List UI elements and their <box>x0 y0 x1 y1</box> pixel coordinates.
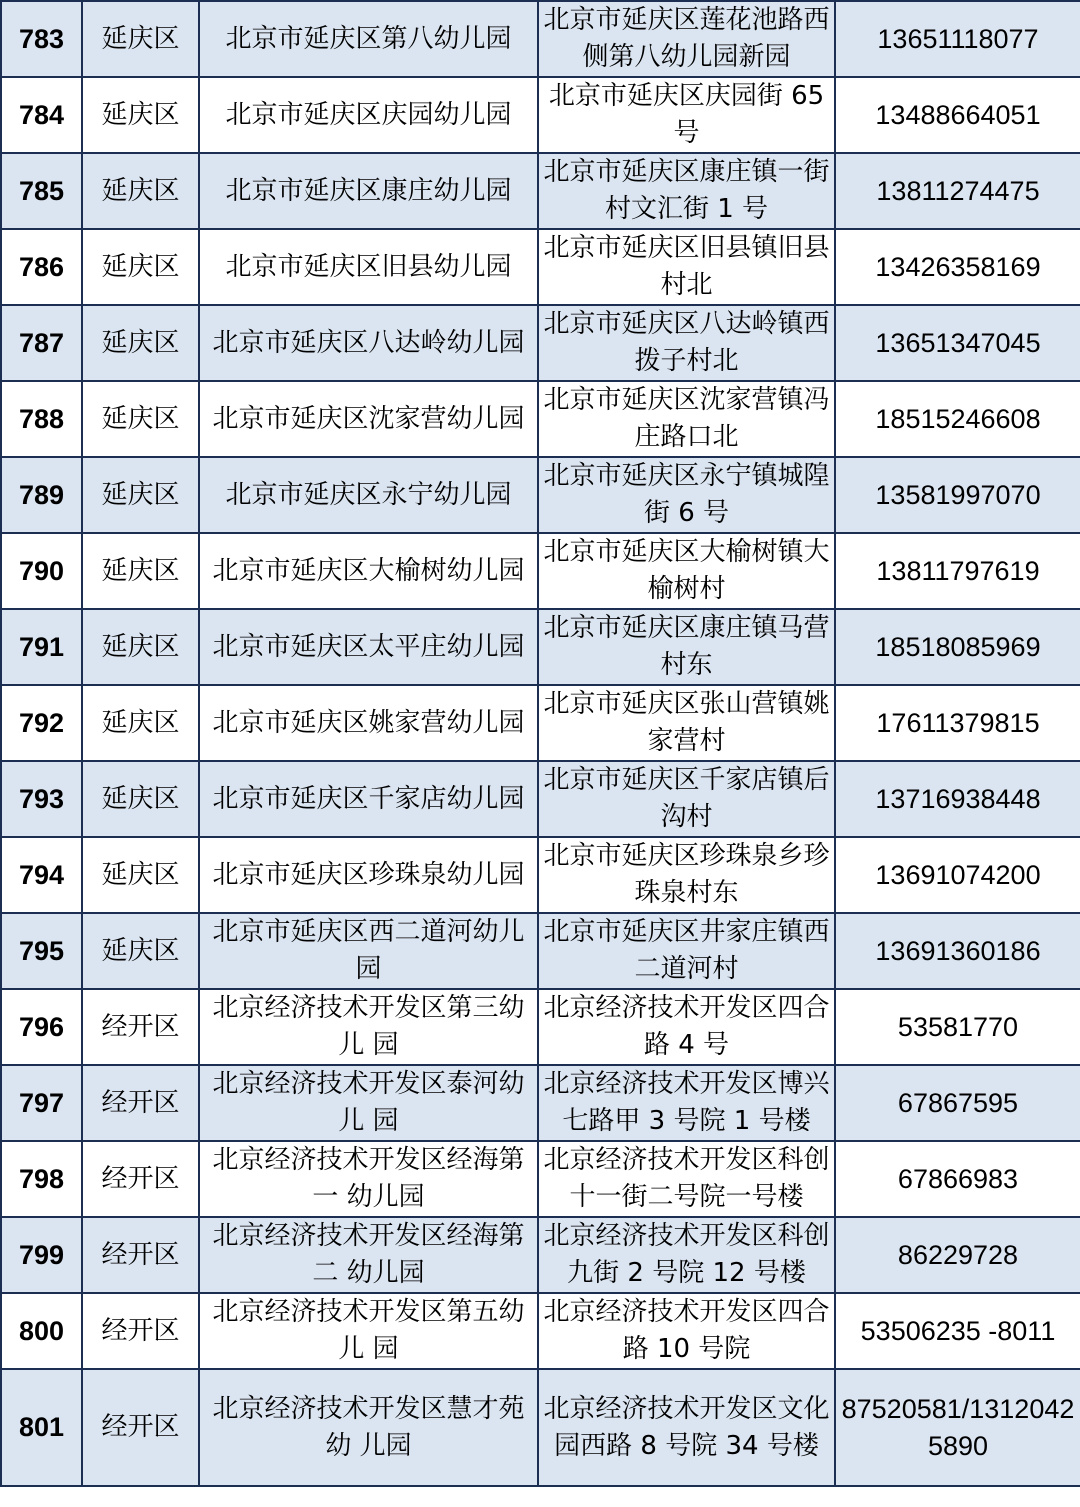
kindergarten-name-cell: 北京市延庆区八达岭幼儿园 <box>199 305 538 381</box>
row-number: 794 <box>1 837 82 913</box>
phone-cell: 86229728 <box>835 1217 1080 1293</box>
address-cell: 北京经济技术开发区四合路 4 号 <box>538 989 835 1065</box>
row-number: 792 <box>1 685 82 761</box>
phone-cell: 13581997070 <box>835 457 1080 533</box>
address-cell: 北京市延庆区井家庄镇西二道河村 <box>538 913 835 989</box>
phone-cell: 18515246608 <box>835 381 1080 457</box>
phone-cell: 18518085969 <box>835 609 1080 685</box>
table-row <box>1 1065 1080 1141</box>
district-cell: 延庆区 <box>82 837 199 913</box>
phone-cell: 13811274475 <box>835 153 1080 229</box>
row-number: 788 <box>1 381 82 457</box>
kindergarten-name-cell: 北京经济技术开发区经海第二 幼儿园 <box>199 1217 538 1293</box>
row-number: 797 <box>1 1065 82 1141</box>
district-cell: 延庆区 <box>82 381 199 457</box>
phone-cell: 13691360186 <box>835 913 1080 989</box>
address-cell: 北京市延庆区旧县镇旧县村北 <box>538 229 835 305</box>
address-cell: 北京市延庆区张山营镇姚家营村 <box>538 685 835 761</box>
phone-cell: 13811797619 <box>835 533 1080 609</box>
row-number: 784 <box>1 77 82 153</box>
table-body <box>1 1 1080 1486</box>
phone-cell: 53581770 <box>835 989 1080 1065</box>
district-cell: 延庆区 <box>82 305 199 381</box>
address-cell: 北京市延庆区八达岭镇西拨子村北 <box>538 305 835 381</box>
district-cell: 延庆区 <box>82 533 199 609</box>
district-cell: 延庆区 <box>82 685 199 761</box>
phone-cell: 13426358169 <box>835 229 1080 305</box>
row-number: 800 <box>1 1293 82 1369</box>
address-cell: 北京市延庆区莲花池路西侧第八幼儿园新园 <box>538 1 835 77</box>
table-row <box>1 913 1080 989</box>
district-cell: 经开区 <box>82 1065 199 1141</box>
kindergarten-name-cell: 北京市延庆区姚家营幼儿园 <box>199 685 538 761</box>
district-cell: 延庆区 <box>82 1 199 77</box>
phone-cell: 87520581/13120425890 <box>835 1369 1080 1486</box>
district-cell: 经开区 <box>82 1141 199 1217</box>
kindergarten-name-cell: 北京经济技术开发区慧才苑幼 儿园 <box>199 1369 538 1486</box>
row-number: 795 <box>1 913 82 989</box>
table-row <box>1 381 1080 457</box>
table-row <box>1 989 1080 1065</box>
row-number: 791 <box>1 609 82 685</box>
kindergarten-name-cell: 北京经济技术开发区泰河幼儿 园 <box>199 1065 538 1141</box>
table-row <box>1 305 1080 381</box>
kindergarten-name-cell: 北京市延庆区千家店幼儿园 <box>199 761 538 837</box>
district-cell: 延庆区 <box>82 913 199 989</box>
row-number: 785 <box>1 153 82 229</box>
kindergarten-name-cell: 北京市延庆区太平庄幼儿园 <box>199 609 538 685</box>
table-row <box>1 1217 1080 1293</box>
district-cell: 延庆区 <box>82 77 199 153</box>
row-number: 789 <box>1 457 82 533</box>
district-cell: 延庆区 <box>82 229 199 305</box>
row-number: 801 <box>1 1369 82 1486</box>
phone-cell: 67866983 <box>835 1141 1080 1217</box>
kindergarten-name-cell: 北京经济技术开发区第五幼儿 园 <box>199 1293 538 1369</box>
row-number: 796 <box>1 989 82 1065</box>
table-row <box>1 761 1080 837</box>
district-cell: 经开区 <box>82 1293 199 1369</box>
row-number: 787 <box>1 305 82 381</box>
kindergarten-name-cell: 北京市延庆区珍珠泉幼儿园 <box>199 837 538 913</box>
table-row <box>1 77 1080 153</box>
address-cell: 北京市延庆区沈家营镇冯庄路口北 <box>538 381 835 457</box>
kindergarten-name-cell: 北京经济技术开发区经海第一 幼儿园 <box>199 1141 538 1217</box>
address-cell: 北京市延庆区康庄镇一街村文汇街 1 号 <box>538 153 835 229</box>
kindergarten-name-cell: 北京市延庆区永宁幼儿园 <box>199 457 538 533</box>
phone-cell: 13488664051 <box>835 77 1080 153</box>
phone-cell: 13651118077 <box>835 1 1080 77</box>
district-cell: 延庆区 <box>82 761 199 837</box>
table-row <box>1 533 1080 609</box>
table-row <box>1 229 1080 305</box>
district-cell: 经开区 <box>82 1217 199 1293</box>
address-cell: 北京市延庆区康庄镇马营村东 <box>538 609 835 685</box>
row-number: 790 <box>1 533 82 609</box>
kindergarten-name-cell: 北京市延庆区沈家营幼儿园 <box>199 381 538 457</box>
phone-cell: 13716938448 <box>835 761 1080 837</box>
address-cell: 北京市延庆区庆园街 65 号 <box>538 77 835 153</box>
kindergarten-name-cell: 北京市延庆区第八幼儿园 <box>199 1 538 77</box>
table-row <box>1 457 1080 533</box>
table-row <box>1 1 1080 77</box>
table-row <box>1 609 1080 685</box>
address-cell: 北京市延庆区珍珠泉乡珍珠泉村东 <box>538 837 835 913</box>
kindergarten-name-cell: 北京市延庆区康庄幼儿园 <box>199 153 538 229</box>
table-row <box>1 1141 1080 1217</box>
district-cell: 延庆区 <box>82 153 199 229</box>
kindergarten-name-cell: 北京市延庆区西二道河幼儿园 <box>199 913 538 989</box>
phone-cell: 53506235 -8011 <box>835 1293 1080 1369</box>
kindergarten-name-cell: 北京经济技术开发区第三幼儿 园 <box>199 989 538 1065</box>
address-cell: 北京经济技术开发区四合路 10 号院 <box>538 1293 835 1369</box>
district-cell: 延庆区 <box>82 457 199 533</box>
kindergarten-name-cell: 北京市延庆区庆园幼儿园 <box>199 77 538 153</box>
phone-cell: 13651347045 <box>835 305 1080 381</box>
row-number: 798 <box>1 1141 82 1217</box>
phone-cell: 17611379815 <box>835 685 1080 761</box>
row-number: 783 <box>1 1 82 77</box>
address-cell: 北京经济技术开发区科创十一街二号院一号楼 <box>538 1141 835 1217</box>
row-number: 793 <box>1 761 82 837</box>
row-number: 799 <box>1 1217 82 1293</box>
district-cell: 经开区 <box>82 989 199 1065</box>
district-cell: 延庆区 <box>82 609 199 685</box>
address-cell: 北京市延庆区大榆树镇大榆树村 <box>538 533 835 609</box>
phone-cell: 13691074200 <box>835 837 1080 913</box>
address-cell: 北京经济技术开发区科创九街 2 号院 12 号楼 <box>538 1217 835 1293</box>
table-row <box>1 685 1080 761</box>
kindergarten-name-cell: 北京市延庆区旧县幼儿园 <box>199 229 538 305</box>
table-row <box>1 1293 1080 1369</box>
district-cell: 经开区 <box>82 1369 199 1486</box>
phone-cell: 67867595 <box>835 1065 1080 1141</box>
row-number: 786 <box>1 229 82 305</box>
address-cell: 北京市延庆区千家店镇后沟村 <box>538 761 835 837</box>
table-row <box>1 1369 1080 1486</box>
address-cell: 北京经济技术开发区博兴七路甲 3 号院 1 号楼 <box>538 1065 835 1141</box>
table-row <box>1 153 1080 229</box>
table-row <box>1 837 1080 913</box>
address-cell: 北京经济技术开发区文化园西路 8 号院 34 号楼 <box>538 1369 835 1486</box>
kindergarten-name-cell: 北京市延庆区大榆树幼儿园 <box>199 533 538 609</box>
address-cell: 北京市延庆区永宁镇城隍街 6 号 <box>538 457 835 533</box>
